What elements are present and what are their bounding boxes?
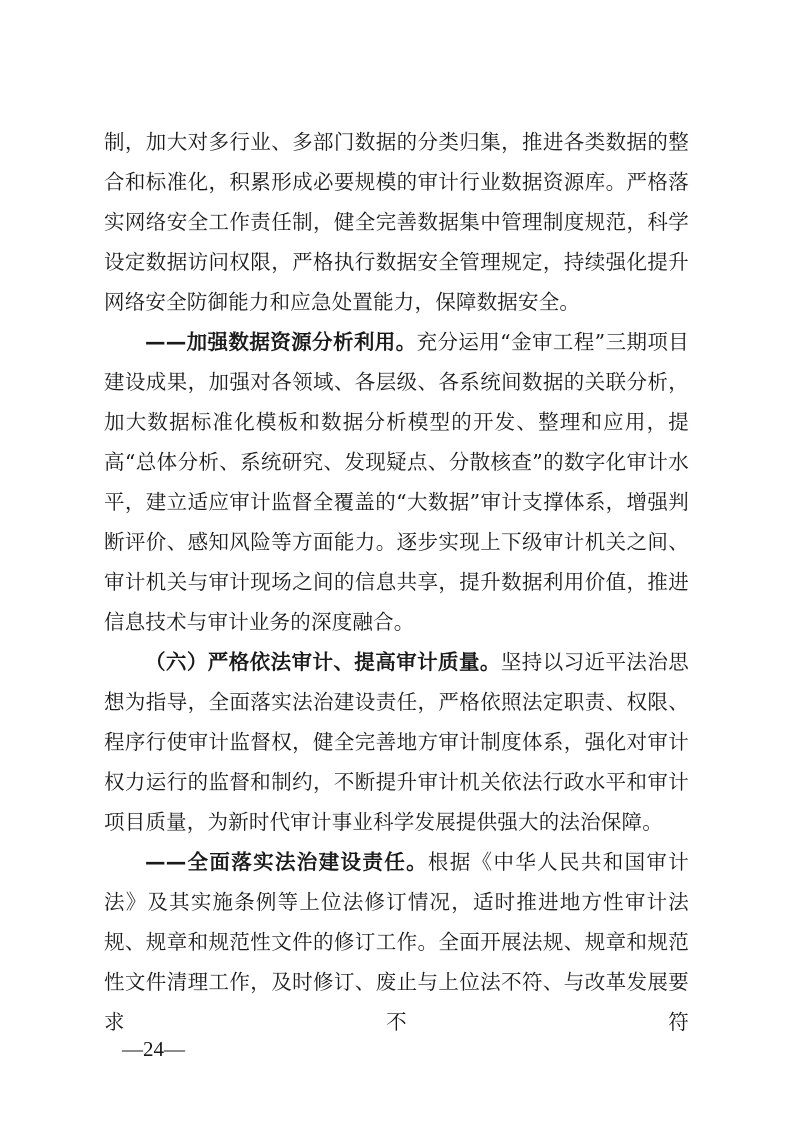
document-body	[104, 122, 689, 1042]
paragraph-1	[104, 122, 689, 322]
paragraph-3	[104, 642, 689, 842]
paragraph-3-text: 坚持以习近平法治思想为指导，全面落实法治建设责任，严格依照法定职责、权限、程序行使审计监督权，健全完善地方审计制度体系，强化对审计权力运行的监督和制约，不断提升审计机关依法行政水平和审计项目质量，为新时代审计事业科学发展提供强大的法治保障。	[104, 650, 689, 834]
paragraph-4	[104, 842, 689, 1042]
page-number: —24—	[122, 1037, 185, 1061]
paragraph-2-text: 充分运用“金审工程”三期项目建设成果，加强对各领域、各层级、各系统间数据的关联分析，加大数据标准化模板和数据分析模型的开发、整理和应用，提高“总体分析、系统研究、发现疑点、分散核查”的数字化审计水平，建立适应审计监督全覆盖的“大数据”审计支撑体系，增强判断评价、感知风险等方面能力。逐步实现上下级审计机关之间、审计机关与审计现场之间的信息共享，提升数据利用价值，推进信息技术与审计业务的深度融合。	[104, 330, 689, 634]
paragraph-4-text: 根据《中华人民共和国审计法》及其实施条例等上位法修订情况，适时推进地方性审计法规、规章和规范性文件的修订工作。全面开展法规、规章和规范性文件清理工作，及时修订、废止与上位法不符、与改革发展要求不符	[104, 850, 689, 1034]
paragraph-2-heading: ——加强数据资源分析利用。	[145, 330, 417, 354]
paragraph-2	[104, 322, 689, 642]
paragraph-1-text: 制，加大对多行业、多部门数据的分类归集，推进各类数据的整合和标准化，积累形成必要规模的审计行业数据资源库。严格落实网络安全工作责任制，健全完善数据集中管理制度规范，科学设定数据访问权限，严格执行数据安全管理规定，持续强化提升网络安全防御能力和应急处置能力，保障数据安全。	[104, 130, 689, 314]
paragraph-4-heading: ——全面落实法治建设责任。	[145, 850, 428, 874]
paragraph-3-heading: （六）严格依法审计、提高审计质量。	[145, 650, 501, 674]
